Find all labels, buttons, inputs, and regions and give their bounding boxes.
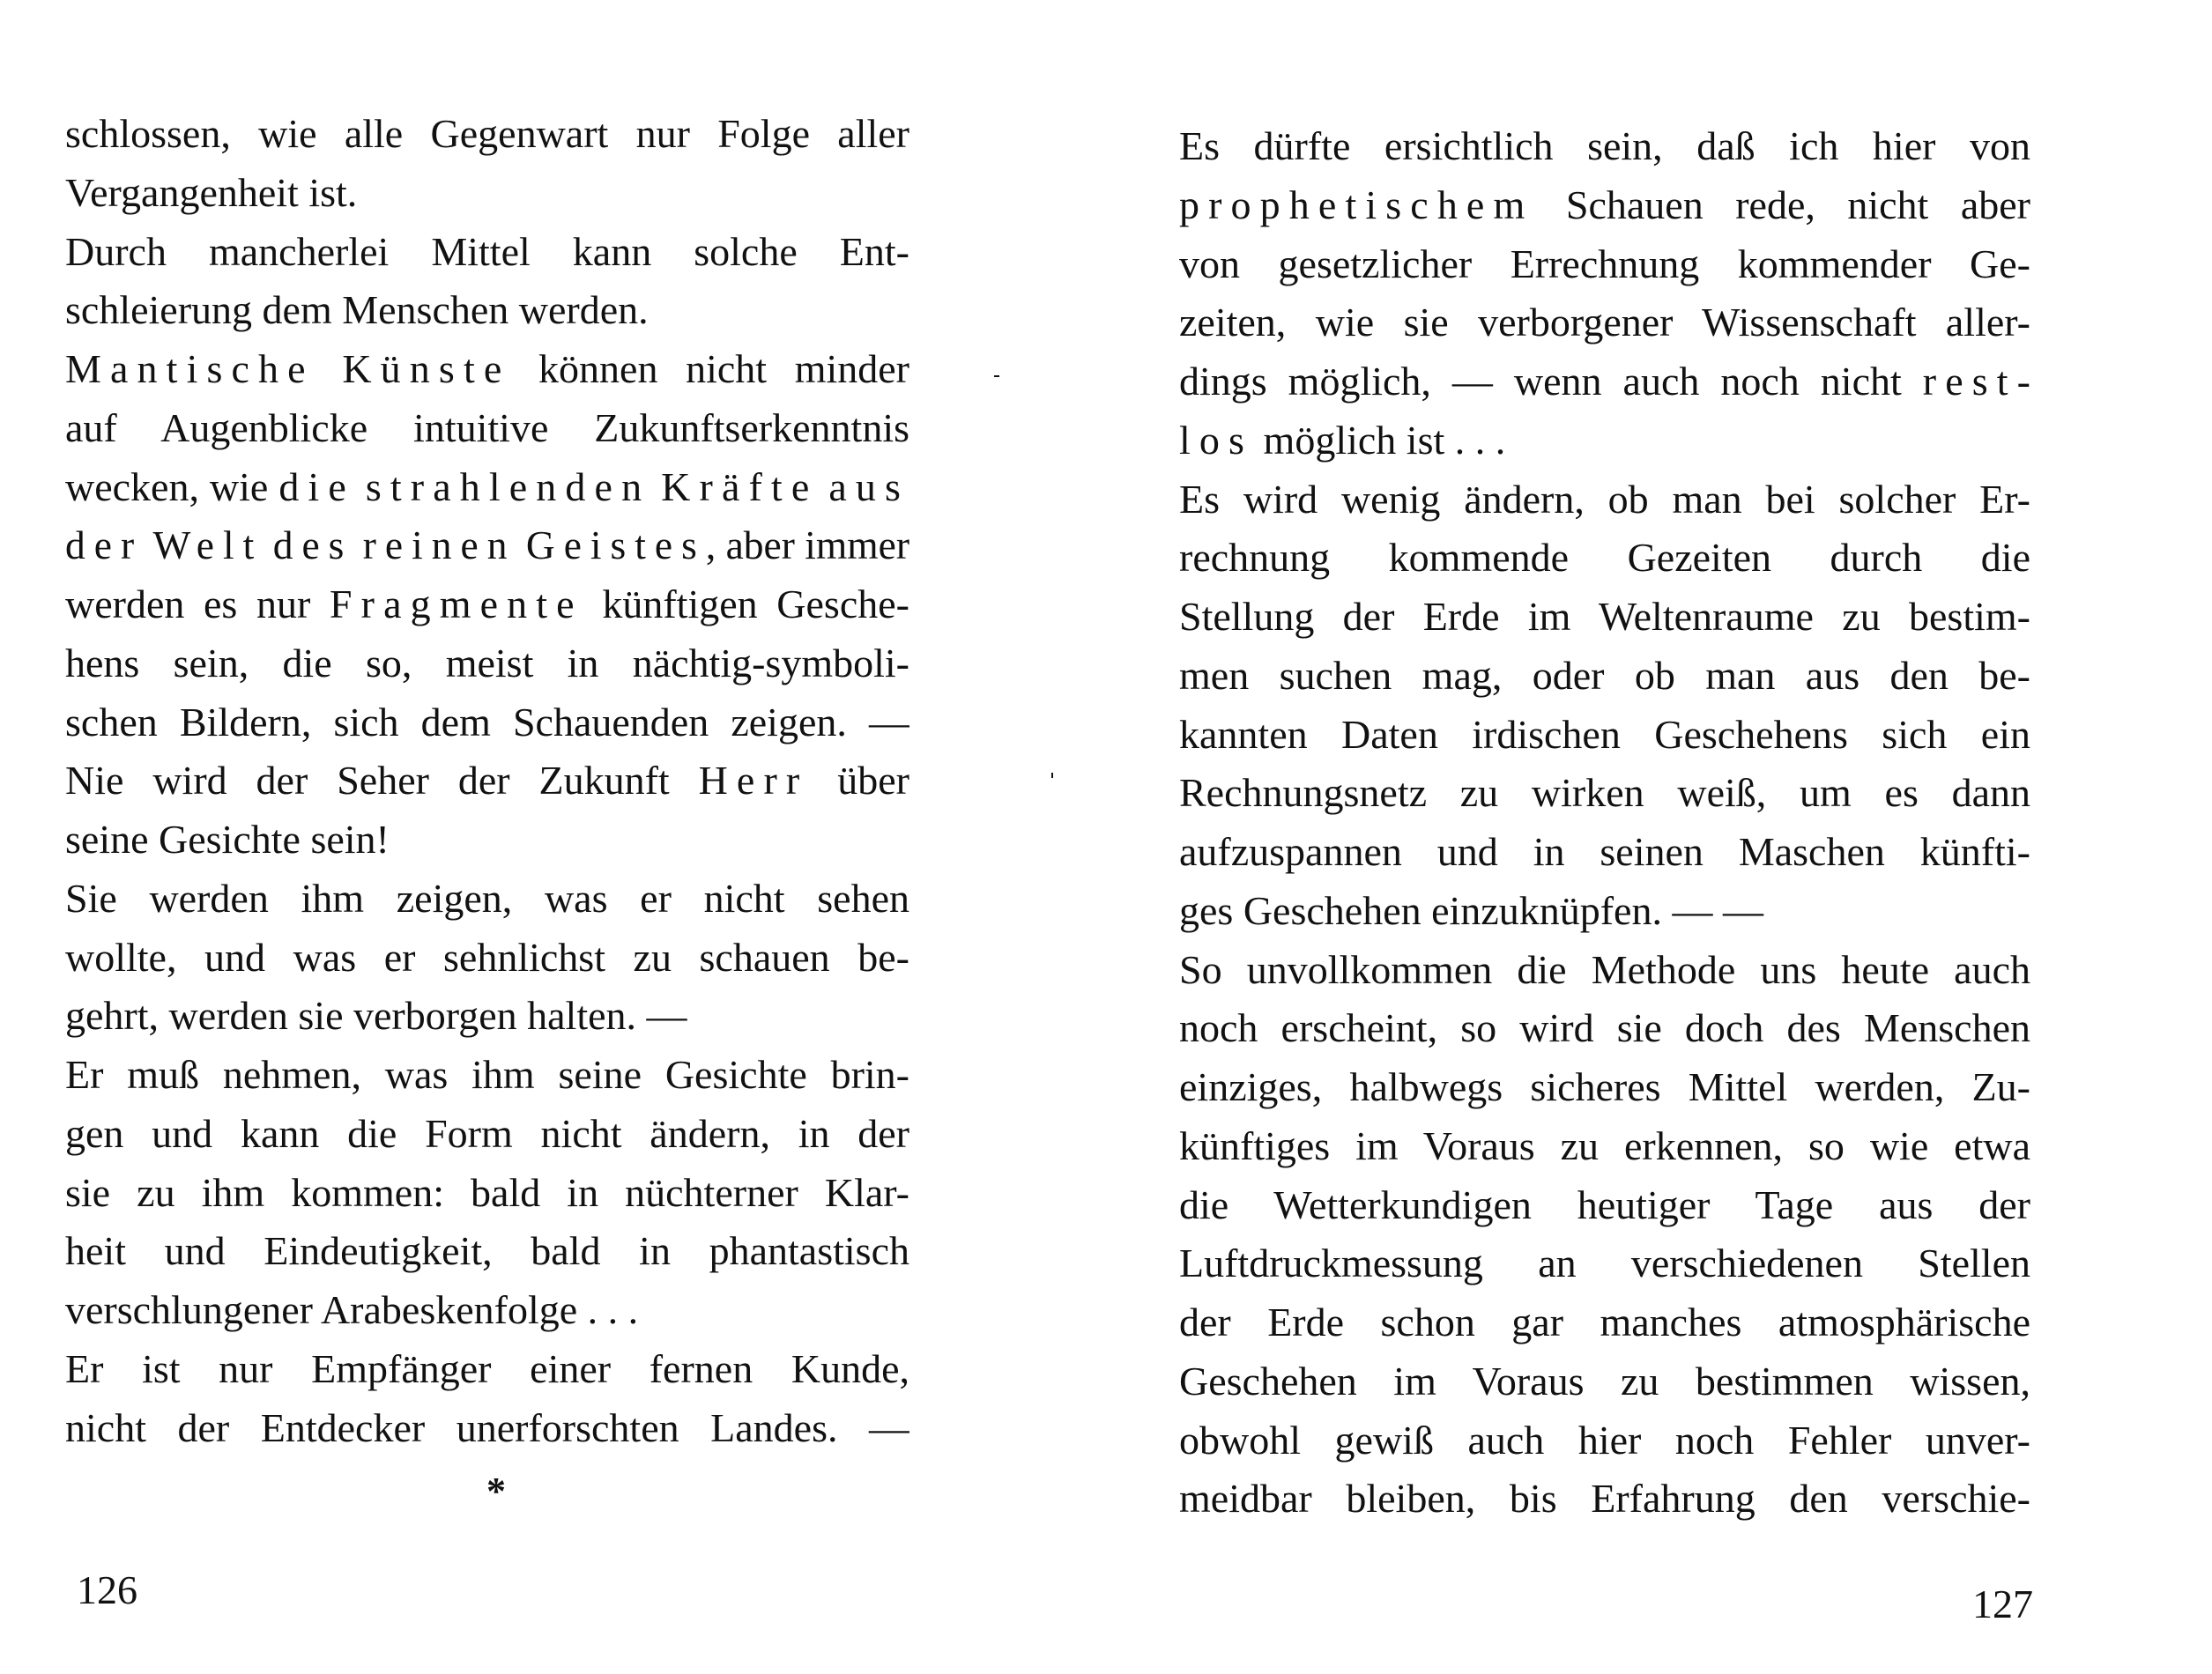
text-line [1179,411,2030,470]
text-line [65,458,909,517]
text-line [65,987,909,1046]
text-segment: Nie wird der Seher der Zukunft [65,758,699,804]
spaced-emphasis-word: aus [828,463,909,509]
text-line [1179,529,2030,588]
text-line [65,516,909,575]
text-line [65,929,909,988]
text-segment: Sie werden ihm zeigen, was er nicht sehen [65,875,909,921]
text-segment: möglich ist . . . [1253,417,1506,463]
spaced-emphasis-word: strahlenden [365,463,651,509]
text-segment: dings möglich, — wenn auch noch nicht [1179,359,1923,404]
text-line [1179,1117,2030,1176]
text-segment: wecken, wie [65,463,279,509]
spaced-emphasis-word: Geistes [525,522,706,568]
text-segment: aufzuspannen und in seinen Maschen künfti- [1179,829,2030,874]
spaced-emphasis-word: des [272,522,353,568]
text-line [65,752,909,811]
spaced-emphasis-word: Künste [342,346,511,391]
text-line [65,399,909,458]
spaced-emphasis-word: Herr [698,758,809,804]
text-segment: ges Geschehen einzuknüpfen. — — [1179,887,1763,933]
text-segment: schleierung dem Menschen werden. [65,287,649,333]
spaced-emphasis-word: der [65,522,144,568]
text-line [1179,1470,2030,1529]
text-line [1179,470,2030,530]
left-page-body-text [65,105,909,1457]
text-segment: auf Augenblicke intuitive Zukunftserkenntnis [65,404,909,450]
text-line [1179,588,2030,647]
text-line [1179,999,2030,1058]
text-segment: Geschehen im Voraus zu bestimmen wissen, [1179,1358,2030,1404]
text-line [65,811,909,870]
spaced-emphasis-word: reinen [362,522,516,568]
text-line [65,281,909,340]
text-line [1179,941,2030,1000]
text-segment [143,522,152,567]
text-segment: verschlungener Arabeskenfolge . . . [65,1287,639,1332]
text-line [1179,1234,2030,1293]
text-segment: meidbar bleiben, bis Erfahrung den verschie- [1179,1476,2030,1522]
text-segment: men suchen mag, oder ob man aus den be- [1179,652,2030,698]
text-line [1179,235,2030,294]
left-page [0,0,1058,1674]
text-line [65,693,909,752]
text-line [1179,293,2030,352]
spaced-emphasis-word: rest [1922,359,2017,404]
text-line [65,164,909,223]
page-number-right: 127 [1972,1581,2033,1626]
text-segment: werden es nur [65,581,330,626]
text-line [1179,764,2030,823]
text-segment [263,522,272,567]
text-segment [355,464,366,509]
text-segment [650,464,661,509]
right-page-body-text [1179,117,2030,1529]
text-line [1179,1176,2030,1235]
text-line [65,1164,909,1223]
spaced-emphasis-word: Fragmente [329,581,583,626]
text-segment [315,346,343,391]
text-segment: Er ist nur Empfänger einer fernen Kunde, [65,1345,909,1391]
text-segment: können nicht minder [510,346,909,391]
text-segment [353,522,362,567]
text-segment: seine Gesichte sein! [65,817,390,862]
text-line [1179,823,2030,882]
text-segment: gen und kann die Form nicht ändern, in der [65,1110,909,1156]
text-segment: heit und Eindeutigkeit, bald in phantastisch [65,1228,909,1274]
text-segment: rechnung kommende Gezeiten durch die [1179,535,2030,581]
spaced-emphasis-word: die [278,463,355,509]
page-number-left: 126 [77,1567,137,1612]
text-segment: , aber immer [705,522,910,568]
text-line [65,1281,909,1340]
spaced-emphasis-word: prophetischem [1179,181,1534,227]
text-line [65,870,909,929]
text-line [1179,882,2030,941]
text-line [1179,352,2030,411]
text-segment: der Erde schon gar manches atmosphärische [1179,1300,2030,1344]
text-line [65,223,909,282]
text-segment: Schauen rede, nicht aber [1533,181,2030,227]
text-segment: kannten Daten irdischen Geschehens sich ein [1179,711,2030,757]
text-segment [818,464,828,509]
text-line [1179,1352,2030,1411]
text-segment: einziges, halbwegs sicheres Mittel werden, Zu- [1179,1064,2030,1109]
text-line [1179,647,2030,706]
text-segment: Es wird wenig ändern, ob man bei solcher Er- [1179,476,2030,522]
text-line [1179,117,2030,176]
right-page [1106,0,2212,1674]
text-segment: noch erscheint, so wird sie doch des Menschen [1179,1005,2030,1051]
text-segment: über [808,758,909,804]
section-separator-asterisk: * [486,1470,506,1513]
text-segment: Vergangenheit ist. [65,169,358,215]
text-segment: sie zu ihm kommen: bald in nüchterner Klar- [65,1169,909,1215]
text-segment: gehrt, werden sie verborgen halten. — [65,993,687,1039]
scan-speck [1051,773,1053,778]
spaced-emphasis-word: Welt [152,522,264,568]
text-line [65,105,909,164]
text-line [65,340,909,399]
text-line [65,1340,909,1399]
text-segment: schen Bildern, sich dem Schauenden zeigen. — [65,699,909,744]
text-line [65,1105,909,1164]
text-line [65,1046,909,1105]
text-segment: nicht der Entdecker unerforschten Landes. — [65,1404,909,1450]
text-segment: von gesetzlicher Errechnung kommender Ge- [1179,241,2030,286]
text-segment: künftiges im Voraus zu erkennen, so wie etwa [1179,1122,2030,1168]
spaced-emphasis-word: los [1179,417,1254,463]
text-line [1179,1293,2030,1352]
spaced-emphasis-word: Kräfte [661,463,819,509]
text-line [65,1399,909,1458]
text-segment: Luftdruckmessung an verschiedenen Stellen [1179,1241,2030,1286]
text-line [65,575,909,634]
text-segment: hens sein, die so, meist in nächtig-symboli- [65,640,909,685]
text-segment: Durch mancherlei Mittel kann solche Ent- [65,228,909,274]
text-line [1179,176,2030,235]
text-segment: zeiten, wie sie verborgener Wissenschaft aller- [1179,300,2030,345]
text-line [1179,706,2030,765]
text-line [65,1222,909,1281]
text-segment: obwohl gewiß auch hier noch Fehler unver- [1179,1417,2030,1463]
text-segment: - [2016,359,2030,404]
text-line [1179,1058,2030,1117]
text-segment: künftigen Gesche- [583,581,909,626]
scan-speck [994,375,999,377]
text-line [65,634,909,693]
text-segment: So unvollkommen die Methode uns heute auch [1179,946,2030,992]
text-line [1179,1411,2030,1470]
text-segment: schlossen, wie alle Gegenwart nur Folge aller [65,111,909,156]
spaced-emphasis-word: Mantische [65,346,315,391]
text-segment: Rechnungsnetz zu wirken weiß, um es dann [1179,770,2030,816]
text-segment: wollte, und was er sehnlichst zu schauen be- [65,934,909,980]
text-segment: Es dürfte ersichtlich sein, daß ich hier von [1179,123,2030,168]
text-segment: Stellung der Erde im Weltenraume zu bestim- [1179,594,2030,639]
text-segment: Er muß nehmen, was ihm seine Gesichte brin- [65,1052,909,1097]
text-segment: die Wetterkundigen heutiger Tage aus der [1179,1181,2030,1227]
text-segment [516,522,525,567]
